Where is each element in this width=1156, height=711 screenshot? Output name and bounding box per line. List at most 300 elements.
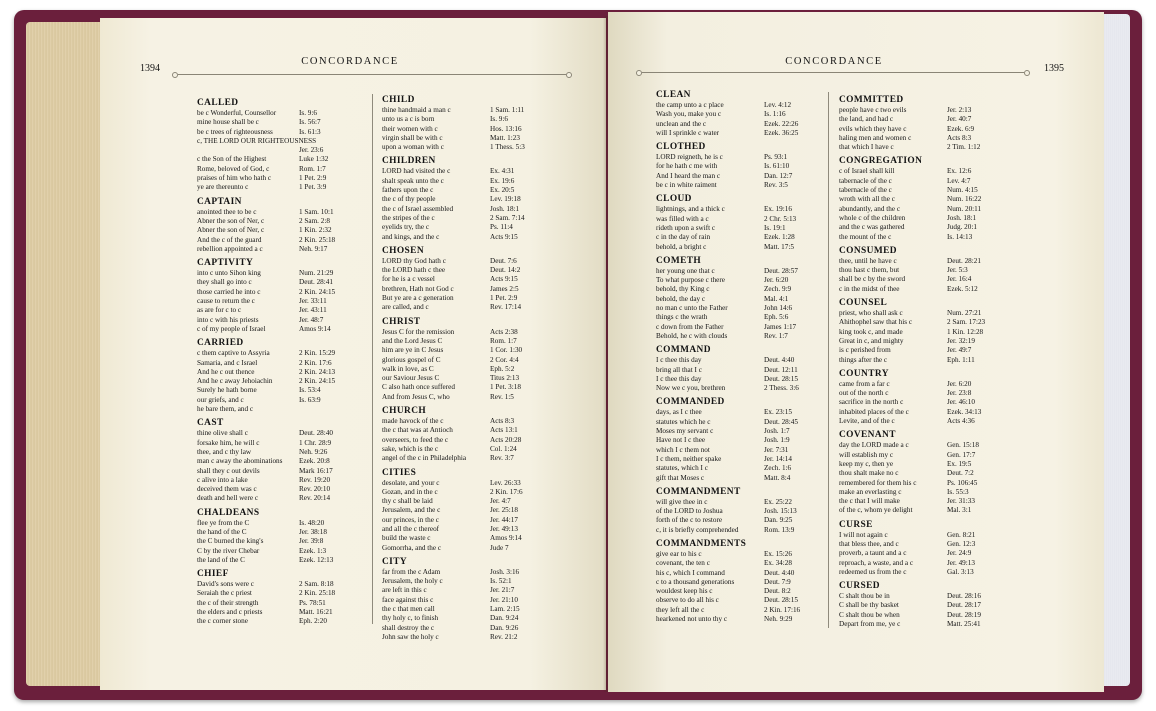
entry-reference: Rev. 20:10 — [299, 485, 331, 494]
concordance-entry — [839, 155, 1001, 241]
entry-headword: CONGREGATION — [839, 156, 923, 167]
entry-line — [656, 498, 818, 507]
entry-phrase: And I heard the man c — [656, 171, 721, 180]
entry-reference: Rev. 19:20 — [299, 475, 331, 484]
entry-reference: Josh. 18:1 — [490, 204, 520, 213]
entry-line — [839, 549, 1001, 558]
entry-phrase: was filled with a c — [656, 214, 709, 223]
entry-reference: 1 Sam. 10:1 — [299, 207, 334, 216]
entry-line — [382, 534, 544, 543]
entry-reference: Deut. 28:19 — [947, 610, 981, 619]
entry-line — [839, 417, 1001, 426]
entry-line — [382, 303, 544, 312]
entry-reference: Acts 13:1 — [490, 426, 518, 435]
entry-reference: Is. 53:4 — [299, 386, 321, 395]
entry-line — [656, 578, 818, 587]
entry-phrase: overseers, to feed the c — [382, 435, 449, 444]
entry-reference: Acts 2:38 — [490, 327, 518, 336]
entry-reference: Hos. 13:16 — [490, 124, 522, 133]
concordance-entry — [197, 196, 353, 254]
entry-reference: 2 Chr. 5:13 — [764, 214, 797, 223]
entry-reference: Jer. 6:20 — [764, 276, 789, 285]
entry-phrase: our griefs, and c — [197, 395, 244, 404]
entry-line — [839, 205, 1001, 214]
entry-line — [382, 266, 544, 275]
entry-phrase: shall they c out devils — [197, 466, 260, 475]
entry-line — [839, 356, 1001, 365]
entry-reference: Jer. 40:7 — [947, 115, 972, 124]
entry-reference: Ezek. 1:28 — [764, 233, 795, 242]
entry-phrase: thee, until he have c — [839, 256, 897, 265]
entry-reference: Ezek. 36:25 — [764, 128, 799, 137]
entry-reference: James 2:5 — [490, 284, 519, 293]
entry-headword: COUNSEL — [839, 298, 888, 309]
entry-line — [197, 368, 353, 377]
entry-reference: Is. 9:6 — [490, 115, 508, 124]
entry-headword: CAST — [197, 418, 224, 429]
entry-headword: CLOTHED — [656, 142, 706, 153]
entry-reference: Rev. 1:7 — [764, 331, 788, 340]
entry-line — [839, 497, 1001, 506]
entry-reference: Josh. 15:13 — [764, 507, 797, 516]
entry-line — [839, 177, 1001, 186]
concordance-entry — [197, 337, 353, 414]
concordance-entry — [382, 155, 544, 241]
entry-phrase: death and hell were c — [197, 494, 259, 503]
entry-reference: 2 Tim. 1:12 — [947, 143, 981, 152]
entry-line — [656, 384, 818, 393]
entry-reference: Num. 4:15 — [947, 186, 978, 195]
concordance-entry — [656, 141, 818, 190]
running-head: CONCORDANCE — [785, 56, 883, 67]
entry-line — [382, 294, 544, 303]
entry-phrase: bring all that I c — [656, 365, 702, 374]
entry-reference: Judg. 20:1 — [947, 223, 977, 232]
entry-headword: CHALDEANS — [197, 507, 260, 518]
header-rule — [642, 72, 1024, 73]
entry-reference: Jer. 38:18 — [299, 527, 327, 536]
entry-headword: COMMANDMENT — [656, 486, 741, 497]
entry-reference: Jude 7 — [490, 543, 509, 552]
entry-reference: Lev. 4:12 — [764, 101, 792, 109]
entry-phrase: the c of Israel assembled — [382, 204, 454, 213]
entry-reference: Gen. 17:7 — [947, 450, 976, 459]
entry-phrase: And he c away Jehoiachin — [197, 377, 273, 386]
entry-phrase: C also hath once suffered — [382, 383, 455, 392]
entry-phrase: are called, and c — [382, 303, 429, 312]
entry-phrase: virgin shall be with c — [382, 133, 443, 142]
entry-line — [197, 165, 353, 174]
entry-reference: Jer. 39:8 — [299, 537, 324, 546]
entry-phrase: Now we c you, brethren — [656, 384, 726, 393]
entry-phrase: as are for c to c — [197, 306, 242, 315]
entry-headword: CHILDREN — [382, 156, 436, 167]
entry-phrase: into c with his priests — [197, 315, 259, 324]
entry-line — [197, 537, 353, 546]
entry-phrase: the land of the C — [197, 555, 245, 564]
entry-reference: Acts 9:15 — [490, 275, 518, 284]
entry-reference: Acts 20:28 — [490, 435, 522, 444]
entry-line — [382, 568, 544, 577]
entry-reference: Jer. 24:9 — [947, 549, 972, 558]
entry-line — [839, 488, 1001, 497]
entry-line — [382, 506, 544, 515]
entry-phrase: c, THE LORD OUR RIGHTEOUSNESS — [197, 136, 317, 145]
entry-phrase: for he hath c me with — [656, 162, 718, 171]
entry-line — [197, 528, 353, 537]
concordance-entry — [656, 486, 818, 535]
concordance-entry — [839, 368, 1001, 426]
entry-reference: Jer. 4:7 — [490, 497, 511, 506]
entry-phrase: the c of their strength — [197, 598, 259, 607]
entry-line — [656, 427, 818, 436]
entry-reference: Jer. 21:10 — [490, 595, 518, 604]
left-column-2 — [382, 93, 544, 645]
entry-line — [197, 245, 353, 254]
entry-reference: Gen. 12:3 — [947, 539, 976, 548]
entry-reference: Rom. 1:7 — [490, 336, 517, 345]
entry-reference: Eph. 5:6 — [764, 313, 789, 322]
entry-headword: CHURCH — [382, 406, 427, 417]
entry-phrase: hearkened not unto thy c — [656, 615, 728, 624]
entry-reference: Jer. 49:13 — [947, 558, 975, 567]
entry-reference: Jer. 49:13 — [490, 524, 518, 533]
entry-phrase: c, it is briefly comprehended — [656, 525, 739, 534]
entry-reference: Ps. 93:1 — [764, 153, 788, 162]
entry-reference: Ex. 25:22 — [764, 497, 792, 506]
entry-headword: COUNTRY — [839, 368, 889, 379]
entry-reference: Matt. 8:4 — [764, 473, 791, 482]
entry-line — [382, 365, 544, 374]
entry-phrase: day the LORD made a c — [839, 441, 909, 450]
entry-reference: Deut. 28:17 — [947, 601, 981, 610]
entry-phrase: John saw the holy c — [382, 632, 439, 641]
entry-line — [839, 115, 1001, 124]
entry-line — [839, 328, 1001, 337]
entry-line — [656, 276, 818, 285]
entry-phrase: But ye are a c generation — [382, 294, 454, 303]
entry-phrase: her young one that c — [656, 266, 715, 275]
entry-reference: 2 Kin. 24:13 — [299, 367, 336, 376]
entry-phrase: whole c of the children — [839, 213, 906, 222]
entry-reference: 2 Sam. 8:18 — [299, 580, 334, 589]
entry-phrase: rideth upon a swift c — [656, 223, 716, 232]
entry-reference: Acts 8:3 — [490, 417, 515, 426]
entry-line — [382, 497, 544, 506]
entry-phrase: far from the c Adam — [382, 567, 441, 576]
entry-reference: Matt. 17:5 — [764, 242, 794, 251]
entry-phrase: make an everlasting c — [839, 487, 902, 496]
entry-phrase: remembered for them his c — [839, 478, 917, 487]
concordance-entry — [382, 467, 544, 553]
entry-phrase: man c away the abominations — [197, 457, 283, 466]
entry-reference: Gen. 8:21 — [947, 530, 976, 539]
concordance-entry — [839, 429, 1001, 515]
entry-reference: Titus 2:13 — [490, 374, 520, 383]
entry-line — [839, 195, 1001, 204]
entry-reference: Jer. 21:7 — [490, 586, 515, 595]
entry-phrase: Great in c, and mighty — [839, 336, 904, 345]
entry-headword: COMMAND — [656, 345, 711, 356]
entry-phrase: c alive into a lake — [197, 475, 248, 484]
entry-phrase: shall destroy the c — [382, 623, 435, 632]
entry-reference: Deut. 12:11 — [764, 365, 798, 374]
entry-phrase: build the waste c — [382, 534, 431, 543]
entry-phrase: thy c shall be laid — [382, 497, 433, 506]
entry-line — [382, 125, 544, 134]
entry-phrase: thou shalt make no c — [839, 469, 899, 478]
entry-line — [382, 516, 544, 525]
entry-headword: CURSED — [839, 581, 880, 592]
entry-line — [197, 547, 353, 556]
entry-line — [656, 323, 818, 332]
entry-line — [382, 586, 544, 595]
entry-line — [656, 101, 818, 110]
entry-phrase: c of Israel shall kill — [839, 167, 895, 176]
entry-line — [839, 441, 1001, 450]
concordance-entry — [839, 580, 1001, 629]
entry-reference: Ps. 11:4 — [490, 223, 513, 232]
entry-headword: COMETH — [656, 255, 702, 266]
entry-phrase: the hand of the C — [197, 527, 247, 536]
entry-line — [656, 267, 818, 276]
entry-reference: Lev. 19:18 — [490, 195, 521, 204]
entry-line — [656, 436, 818, 445]
column-divider — [828, 92, 829, 628]
entry-phrase: To what purpose c there — [656, 276, 725, 285]
entry-line — [197, 226, 353, 235]
entry-line — [656, 313, 818, 322]
entry-line — [197, 146, 353, 155]
entry-reference: Ps. 78:51 — [299, 598, 326, 607]
entry-phrase: thee, and c thy law — [197, 447, 252, 456]
entry-phrase: behold, thy King c — [656, 285, 710, 294]
entry-line — [656, 375, 818, 384]
entry-reference: Amos 9:14 — [299, 324, 331, 333]
entry-phrase: wroth with all the c — [839, 195, 895, 204]
entry-phrase: him are ye in C Jesus — [382, 346, 444, 355]
entry-line — [656, 615, 818, 624]
entry-reference: Eph. 2:20 — [299, 617, 327, 626]
entry-line — [656, 129, 818, 138]
entry-reference: Jer. 31:33 — [947, 497, 975, 506]
entry-reference: Ex. 23:15 — [764, 408, 792, 417]
entry-phrase: the elders and c priests — [197, 608, 263, 617]
entry-line — [656, 418, 818, 427]
entry-reference: Deut. 28:15 — [764, 374, 798, 383]
entry-reference: Neh. 9:26 — [299, 447, 328, 456]
entry-reference: Is. 61:10 — [764, 162, 790, 171]
entry-reference: Jer. 48:7 — [299, 315, 324, 324]
entry-phrase: c to a thousand generations — [656, 577, 735, 586]
entry-phrase: sake, which is the c — [382, 444, 439, 453]
entry-reference: 2 Sam. 2:8 — [299, 216, 330, 225]
concordance-entry — [382, 316, 544, 402]
entry-line — [382, 454, 544, 463]
entry-reference: Jer. 6:20 — [947, 379, 972, 388]
entry-reference: Ex. 19:5 — [947, 459, 972, 468]
entry-phrase: Behold, he c with clouds — [656, 331, 728, 340]
entry-phrase: our princes, in the c — [382, 515, 439, 524]
entry-reference: Ezek. 1:3 — [299, 546, 327, 555]
entry-line — [382, 544, 544, 553]
entry-reference: Num. 21:29 — [299, 269, 334, 278]
entry-reference: Is. 1:16 — [764, 110, 786, 119]
entry-reference: Jer. 16:4 — [947, 275, 972, 284]
entry-reference: Ex. 20:5 — [490, 186, 515, 195]
entry-reference: James 1:17 — [764, 322, 797, 331]
entry-line — [839, 285, 1001, 294]
entry-reference: Josh. 1:7 — [764, 427, 790, 436]
entry-reference: Ezek. 6:9 — [947, 124, 975, 133]
entry-phrase: will give thee in c — [656, 497, 708, 506]
entry-line — [656, 215, 818, 224]
entry-reference: Ex. 15:26 — [764, 549, 792, 558]
entry-phrase: gift that Moses c — [656, 473, 705, 482]
entry-phrase: tabernacle of the c — [839, 176, 892, 185]
entry-line — [656, 606, 818, 615]
entry-line — [839, 125, 1001, 134]
entry-reference: Rom. 13:9 — [764, 525, 795, 534]
entry-headword: COMMITTED — [839, 95, 904, 105]
entry-phrase: the camp unto a c place — [656, 101, 724, 109]
entry-phrase: things after the c — [839, 355, 888, 364]
entry-phrase: the land, and had c — [839, 115, 894, 124]
entry-phrase: Gozan, and in the c — [382, 487, 438, 496]
entry-phrase: be c in white raiment — [656, 181, 717, 190]
entry-reference: Zech. 1:6 — [764, 464, 792, 473]
entry-reference: Ex. 19:16 — [764, 205, 792, 214]
entry-reference: Jer. 14:14 — [764, 454, 792, 463]
entry-line — [382, 106, 544, 115]
entry-phrase: anointed thee to be c — [197, 207, 257, 216]
entry-headword: CITIES — [382, 467, 417, 478]
entry-line — [839, 309, 1001, 318]
entry-reference: Num. 27:21 — [947, 309, 982, 318]
entry-line — [656, 224, 818, 233]
entry-phrase: Levite, and of the c — [839, 417, 895, 426]
entry-reference: Jer. 2:13 — [947, 106, 972, 114]
entry-reference: 2 Kin. 25:18 — [299, 589, 336, 598]
entry-phrase: people have c two evils — [839, 106, 907, 114]
entry-phrase: Samaria, and c Israel — [197, 358, 258, 367]
entry-headword: CLEAN — [656, 90, 691, 100]
entry-reference: Ex. 12:6 — [947, 167, 972, 176]
entry-line — [197, 405, 353, 414]
concordance-entry — [839, 297, 1001, 365]
entry-line — [197, 217, 353, 226]
entry-reference: Jer. 43:11 — [299, 306, 327, 315]
entry-line — [656, 507, 818, 516]
entry-line — [382, 167, 544, 176]
entry-phrase: that bless thee, and c — [839, 539, 899, 548]
entry-phrase: came from a far c — [839, 379, 890, 388]
entry-phrase: the c corner stone — [197, 617, 248, 626]
entry-line — [197, 137, 353, 146]
entry-reference: 1 Kin. 12:28 — [947, 327, 984, 336]
entry-phrase: unclean and the c — [656, 119, 707, 128]
entry-reference: John 14:6 — [764, 304, 793, 313]
entry-headword: COMMANDED — [656, 397, 725, 408]
entry-phrase: will establish my c — [839, 450, 894, 459]
entry-line — [382, 417, 544, 426]
entry-line — [839, 601, 1001, 610]
entry-reference: Rom. 1:7 — [299, 164, 326, 173]
left-page — [100, 18, 606, 690]
entry-line — [197, 589, 353, 598]
entry-phrase: is c perished from — [839, 346, 891, 355]
entry-reference: Jer. 25:18 — [490, 506, 518, 515]
entry-line — [382, 214, 544, 223]
entry-headword: CONSUMED — [839, 245, 897, 256]
entry-line — [839, 346, 1001, 355]
entry-phrase: wouldest keep his c — [656, 587, 713, 596]
entry-line — [382, 596, 544, 605]
entry-reference: Rev. 20:14 — [299, 494, 331, 503]
entry-phrase: Gomorrha, and the c — [382, 543, 442, 552]
entry-line — [839, 592, 1001, 601]
entry-line — [839, 214, 1001, 223]
concordance-entry — [197, 257, 353, 334]
entry-phrase: forsake him, he will c — [197, 438, 260, 447]
entry-line — [839, 223, 1001, 232]
entry-line — [197, 485, 353, 494]
entry-phrase: glorious gospel of C — [382, 355, 441, 364]
entry-phrase: face against this c — [382, 595, 434, 604]
entry-phrase: they left all the c — [656, 605, 705, 614]
entry-phrase: praises of him who hath c — [197, 174, 272, 183]
entry-reference: Jer. 33:11 — [299, 297, 327, 306]
entry-reference: Is. 14:13 — [947, 232, 973, 241]
entry-line — [382, 257, 544, 266]
entry-reference: Deut. 28:40 — [299, 429, 333, 438]
entry-line — [197, 174, 353, 183]
entry-line — [382, 605, 544, 614]
entry-reference: Ex. 34:28 — [764, 559, 792, 568]
entry-line — [197, 467, 353, 476]
entry-phrase: upon a woman with c — [382, 143, 444, 152]
entry-phrase: Jerusalem, and the c — [382, 506, 441, 515]
entry-reference: Ezek. 22:26 — [764, 119, 799, 128]
entry-reference: 2 Kin. 24:15 — [299, 287, 336, 296]
entry-line — [382, 633, 544, 642]
entry-line — [382, 346, 544, 355]
entry-line — [197, 386, 353, 395]
entry-phrase: the stripes of the c — [382, 213, 435, 222]
entry-reference: Mal. 4:1 — [764, 294, 789, 303]
entry-phrase: lightnings, and a thick c — [656, 205, 725, 214]
entry-phrase: Depart from me, ye c — [839, 620, 901, 629]
entry-reference: 1 Thess. 5:3 — [490, 143, 525, 152]
entry-line — [839, 134, 1001, 143]
entry-line — [839, 186, 1001, 195]
entry-reference: Zech. 9:9 — [764, 285, 792, 294]
entry-phrase: c down from the Father — [656, 322, 724, 331]
entry-phrase: proverb, a taunt and a c — [839, 549, 907, 558]
left-column-1 — [197, 96, 353, 630]
entry-reference: Ps. 106:45 — [947, 478, 978, 487]
entry-phrase: And he c out thence — [197, 367, 255, 376]
entry-line — [656, 446, 818, 455]
entry-headword: CHRIST — [382, 316, 421, 327]
entry-line — [197, 494, 353, 503]
entry-line — [656, 526, 818, 535]
entry-phrase: our Saviour Jesus C — [382, 374, 440, 383]
concordance-entry — [382, 94, 544, 152]
entry-phrase: Abner the son of Ner, c — [197, 226, 265, 235]
entry-line — [839, 167, 1001, 176]
entry-line — [382, 223, 544, 232]
